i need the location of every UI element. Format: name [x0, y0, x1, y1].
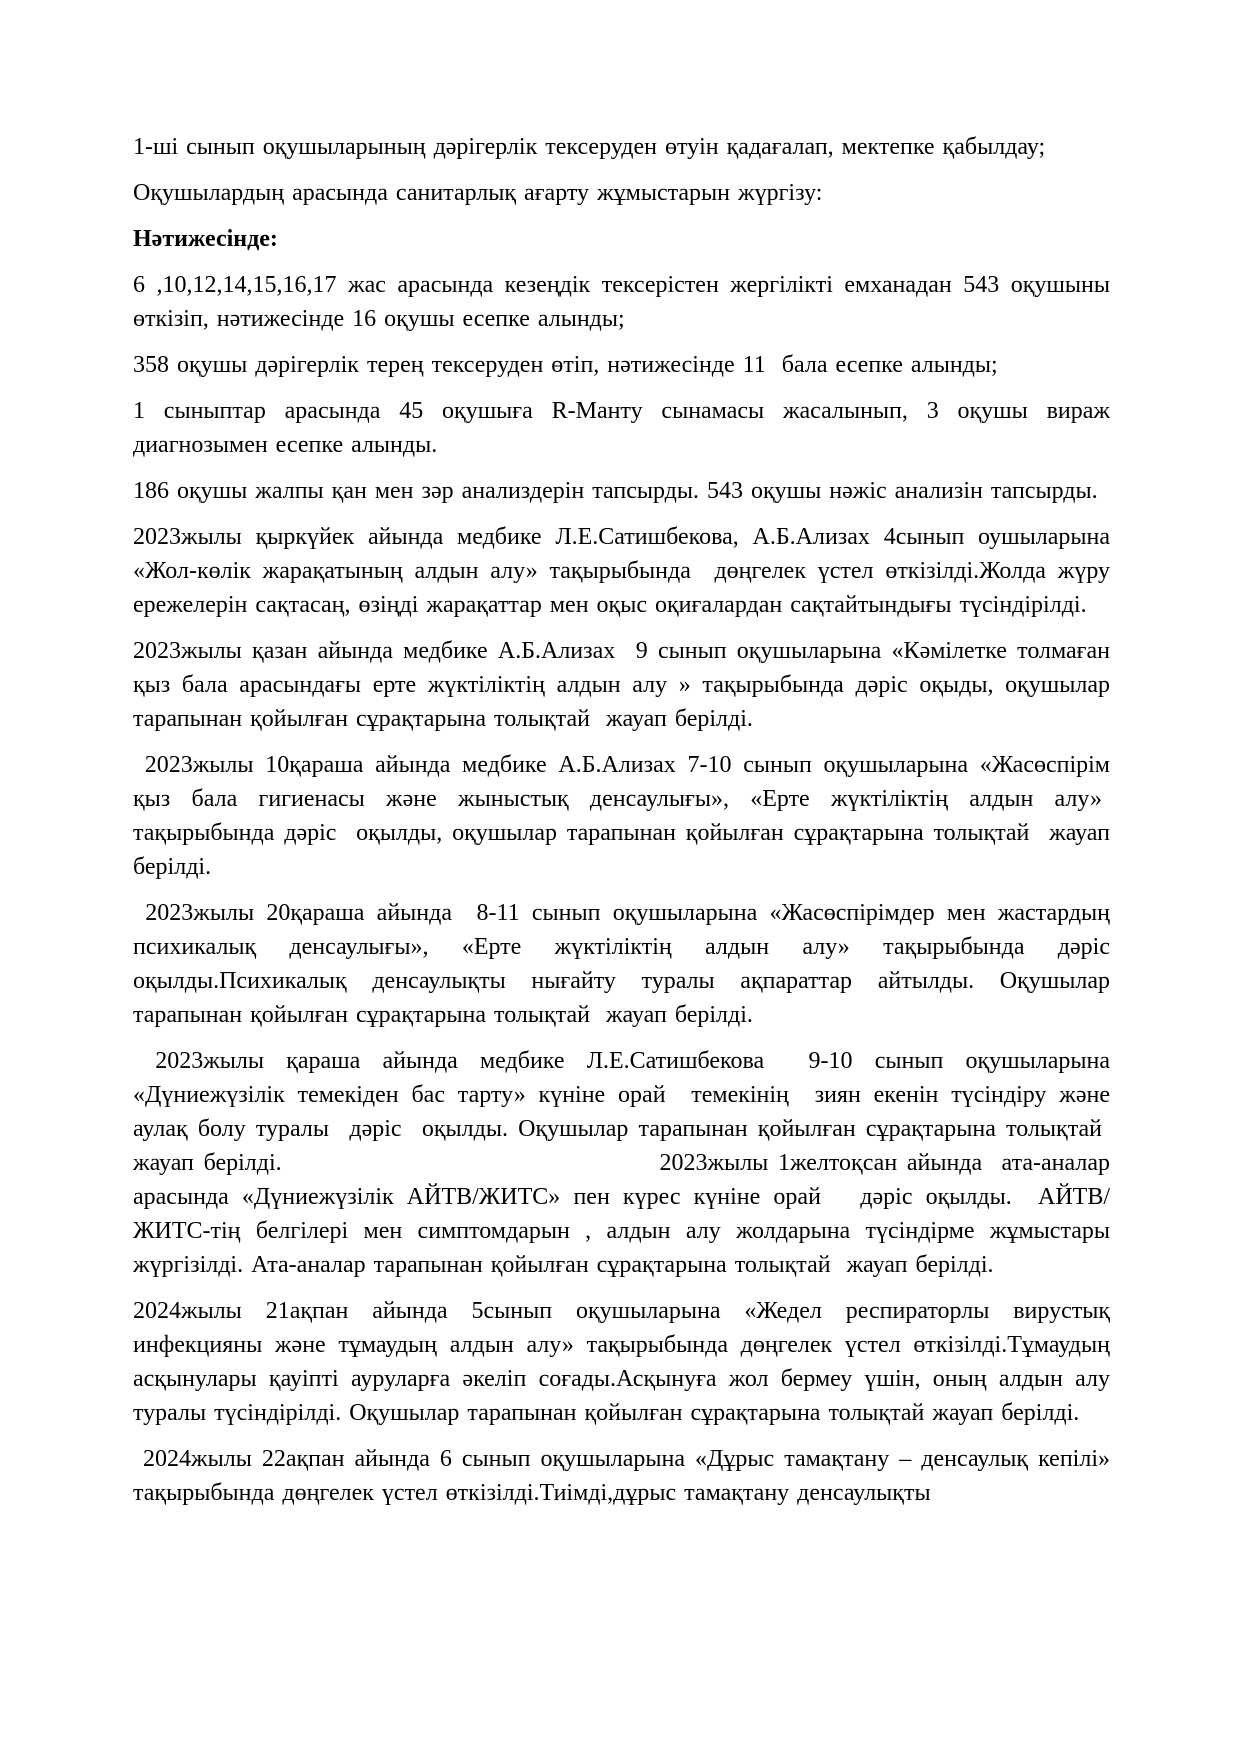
paragraph-november-20-2023-mental-health: 2023жылы 20қараша айында 8-11 сынып оқушыларына «Жасөспірімдер мен жастардың психикалық денсаулығы», «Ерте жүктіліктің алдын алу» тақырыбында дәріс оқылды.Психикалық денсаулықты нығайту туралы ақпараттар айтылды. Оқушылар тарапынан қойылған сұрақтарына толықтай жауап берілді. [133, 900, 1110, 1028]
paragraph-deep-examination: 358 оқушы дәрігерлік терең тексеруден өтіп, нәтижесінде 11 бала есепке алынды; [133, 352, 998, 378]
paragraph-sanitary-education: Оқушылардың арасында санитарлық ағарту жұмыстарын жүргізу: [133, 180, 823, 206]
document-text-block [133, 130, 1110, 1522]
paragraph-february-21-2024-flu: 2024жылы 21ақпан айында 5сынып оқушыларына «Жедел респираторлы вирустық инфекцияны және тұмаудың алдын алу» тақырыбында дөңгелек үстел өткізілді.Тұмаудың асқынулары қауіпті ауруларға әкеліп соғады.Асқынуға жол бермеу үшін, оның алдын алу туралы түсіндірілді. Оқушылар тарапынан қойылған сұрақтарына толықтай жауап берілді. [133, 1298, 1110, 1426]
paragraph-november-december-2023-tobacco-aids: 2023жылы қараша айында медбике Л.Е.Сатишбекова 9-10 сынып оқушыларына «Дүниежүзілік темекіден бас тарту» күніне орай темекінің зиян екенін түсіндіру және аулақ болу туралы дәріс оқылды. Оқушылар тарапынан қойылған сұрақтарына толықтай жауап берілді. 2023жылы 1желтоқсан айында ата-аналар арасында «Дүниежүзілік АЙТВ/ЖИТС» пен күрес күніне орай дәріс оқылды. АЙТВ/ЖИТС-тің белгілері мен симптомдарын , алдын алу жолдарына түсіндірме жұмыстары жүргізілді. Ата-аналар тарапынан қойылған сұрақтарына толықтай жауап берілді. [133, 1048, 1110, 1278]
paragraph-september-2023-road-safety: 2023жылы қыркүйек айында медбике Л.Е.Сатишбекова, А.Б.Ализах 4сынып оушыларына «Жол-көлік жарақатының алдын алу» тақырыбында дөңгелек үстел өткізілді.Жолда жүру ережелерін сақтасаң, өзіңді жарақаттар мен оқыс оқиғалардан сақтайтындығы түсіндірілді. [133, 524, 1110, 618]
paragraph-october-2023-lecture: 2023жылы қазан айында медбике А.Б.Ализах 9 сынып оқушыларына «Кәмілетке толмаған қыз бала арасындағы ерте жүктіліктің алдын алу » тақырыбында дәріс оқыды, оқушылар тарапынан қойылған сұрақтарына толықтай жауап берілді. [133, 638, 1110, 732]
paragraph-november-10-2023-hygiene: 2023жылы 10қараша айында медбике А.Б.Ализах 7-10 сынып оқушыларына «Жасөспірім қыз бала гигиенасы және жыныстық денсаулығы», «Ерте жүктіліктің алдын алу» тақырыбында дәріс оқылды, оқушылар тарапынан қойылған сұрақтарына толықтай жауап берілді. [133, 752, 1110, 880]
paragraph-medical-checkup: 1-ші сынып оқушыларының дәрігерлік тексеруден өтуін қадағалап, мектепке қабылдау; [133, 134, 1046, 160]
paragraph-periodic-screening: 6 ,10,12,14,15,16,17 жас арасында кезеңдік тексерістен жергілікті емханадан 543 оқушыны өткізіп, нәтижесінде 16 оқушы есепке алынды; [133, 272, 1110, 332]
paragraph-r-mantu-test: 1 сыныптар арасында 45 оқушыға R-Манту сынамасы жасалынып, 3 оқушы вираж диагнозымен есепке алынды. [133, 398, 1110, 458]
paragraph-blood-urine-tests: 186 оқушы жалпы қан мен зәр анализдерін тапсырды. 543 оқушы нәжіс анализін тапсырды. [133, 478, 1098, 504]
heading-results: Нәтижесінде: [133, 226, 278, 252]
paragraph-february-22-2024-nutrition: 2024жылы 22ақпан айында 6 сынып оқушыларына «Дұрыс тамақтану – денсаулық кепілі» тақырыбында дөңгелек үстел өткізілді.Тиімді,дұрыс тамақтану денсаулықты [133, 1446, 1110, 1506]
